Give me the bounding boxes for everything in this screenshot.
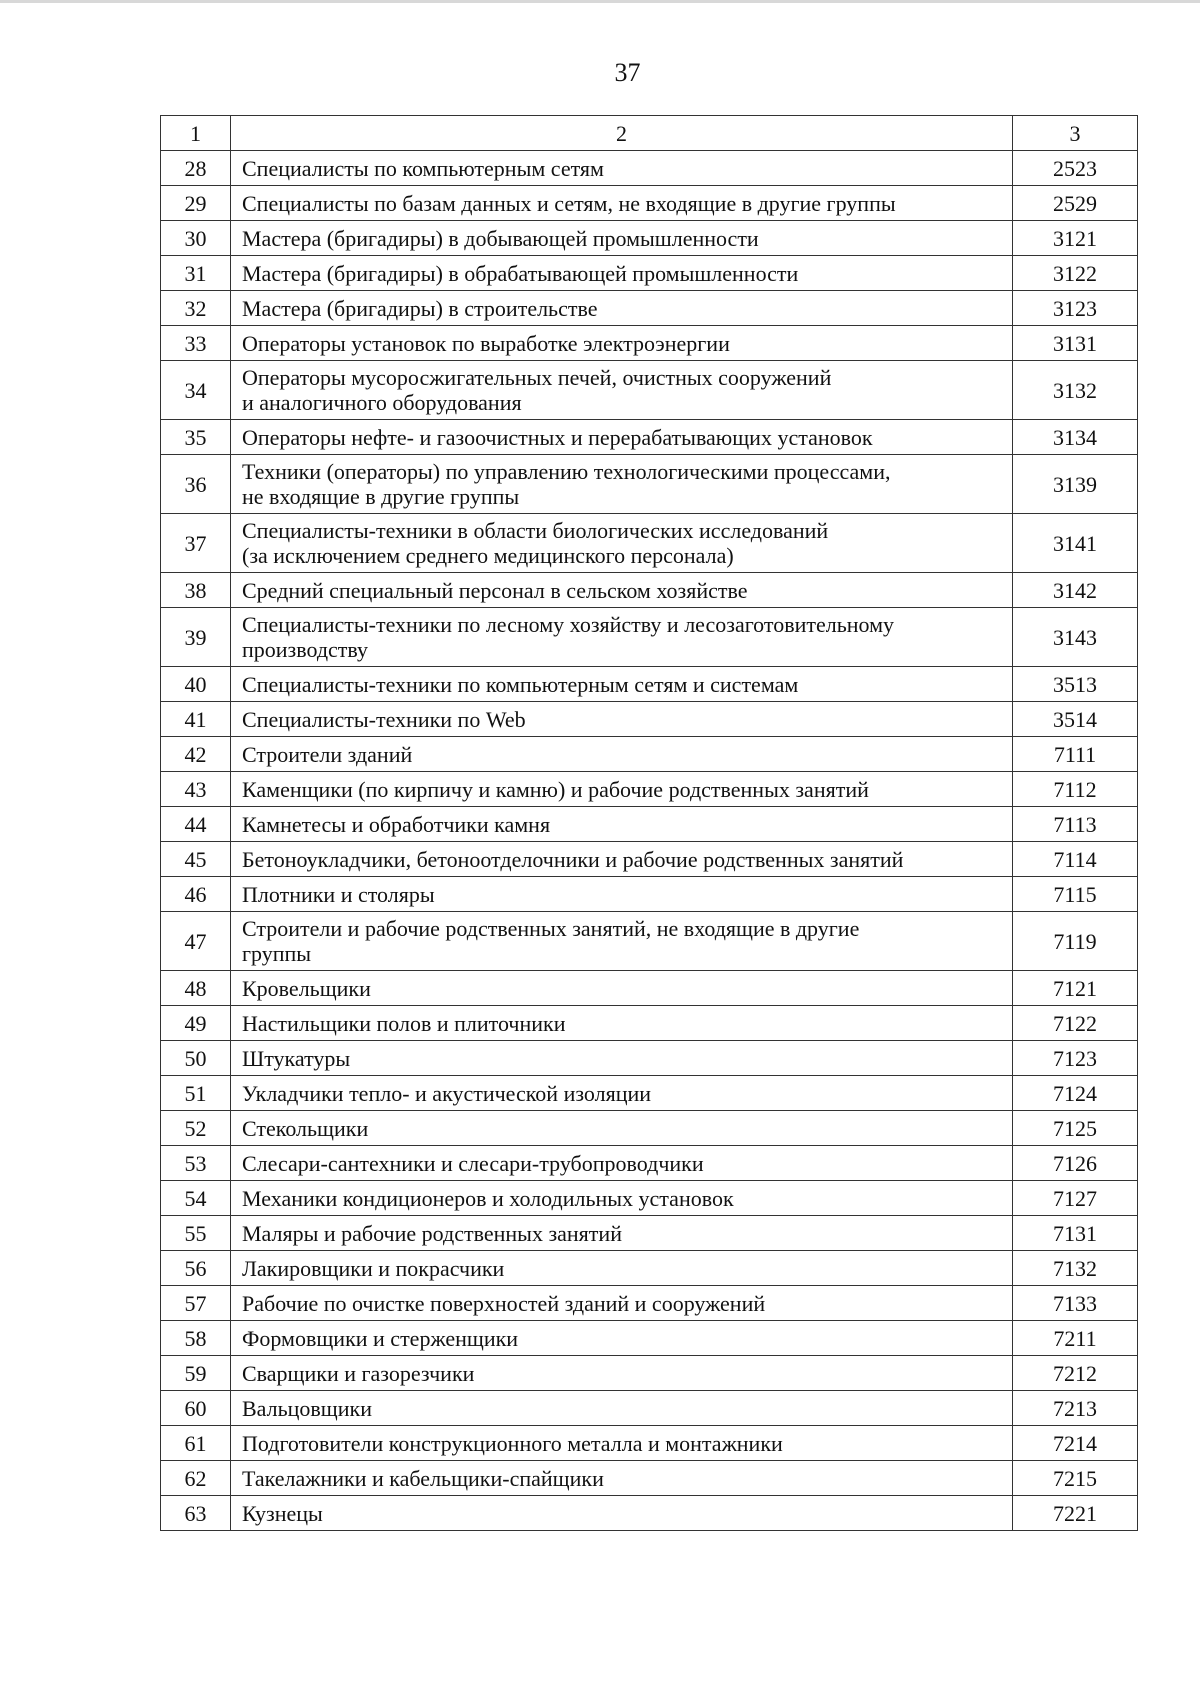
row-number: 31 <box>161 256 231 291</box>
occupation-name-line: Строители и рабочие родственных занятий, не входящие в другие <box>242 916 860 941</box>
row-number: 53 <box>161 1146 231 1181</box>
occupation-name <box>231 1426 1013 1461</box>
occupation-code: 7213 <box>1013 1391 1138 1426</box>
occupation-name-line: Штукатуры <box>242 1045 351 1071</box>
table-row <box>161 807 1138 842</box>
row-number: 52 <box>161 1111 231 1146</box>
row-number: 35 <box>161 420 231 455</box>
row-number: 45 <box>161 842 231 877</box>
table-row <box>161 1391 1138 1426</box>
occupation-code: 7132 <box>1013 1251 1138 1286</box>
table-body <box>161 116 1138 1531</box>
occupation-code: 7221 <box>1013 1496 1138 1531</box>
occupation-name-line: Такелажники и кабельщики-спайщики <box>242 1465 604 1491</box>
occupation-name-line: Операторы установок по выработке электроэнергии <box>242 330 730 356</box>
occupation-name <box>231 256 1013 291</box>
table-row <box>161 221 1138 256</box>
table-row <box>161 291 1138 326</box>
occupation-name <box>231 1111 1013 1146</box>
table-row <box>161 912 1138 971</box>
table-header-row <box>161 116 1138 151</box>
occupation-name-line: Строители зданий <box>242 741 413 767</box>
table-row <box>161 1146 1138 1181</box>
occupation-name-line: не входящие в другие группы <box>242 484 520 509</box>
occupation-name <box>231 455 1013 514</box>
table-row <box>161 361 1138 420</box>
occupation-name-line: Вальцовщики <box>242 1395 372 1421</box>
table-row <box>161 1496 1138 1531</box>
row-number: 34 <box>161 361 231 420</box>
occupation-code: 7119 <box>1013 912 1138 971</box>
occupation-name-line: Средний специальный персонал в сельском хозяйстве <box>242 577 748 603</box>
row-number: 42 <box>161 737 231 772</box>
table-row <box>161 1111 1138 1146</box>
table-row <box>161 702 1138 737</box>
occupation-name <box>231 326 1013 361</box>
table-row <box>161 877 1138 912</box>
occupation-name-line: Укладчики тепло- и акустической изоляции <box>242 1080 652 1106</box>
occupation-name <box>231 1181 1013 1216</box>
occupation-name <box>231 186 1013 221</box>
occupation-name <box>231 702 1013 737</box>
table-row <box>161 1426 1138 1461</box>
occupation-code: 3123 <box>1013 291 1138 326</box>
table-row <box>161 1251 1138 1286</box>
table-row <box>161 256 1138 291</box>
occupation-code: 7126 <box>1013 1146 1138 1181</box>
occupation-name <box>231 1356 1013 1391</box>
row-number: 28 <box>161 151 231 186</box>
row-number: 36 <box>161 455 231 514</box>
table-row <box>161 772 1138 807</box>
occupation-name-line: группы <box>242 941 312 966</box>
table-row <box>161 737 1138 772</box>
row-number: 46 <box>161 877 231 912</box>
table-row <box>161 326 1138 361</box>
header-cell-3: 3 <box>1013 116 1138 151</box>
row-number: 44 <box>161 807 231 842</box>
occupation-name-line: Специалисты-техники в области биологических исследований <box>242 518 829 543</box>
occupation-name <box>231 221 1013 256</box>
scan-edge <box>0 0 1200 3</box>
occupation-name-line: Специалисты-техники по лесному хозяйству и лесозаготовительному <box>242 612 895 637</box>
occupation-name <box>231 1216 1013 1251</box>
occupation-name <box>231 912 1013 971</box>
table-row <box>161 514 1138 573</box>
occupation-name <box>231 667 1013 702</box>
occupation-name-line: Техники (операторы) по управлению технологическими процессами, <box>242 459 891 484</box>
occupation-code: 7211 <box>1013 1321 1138 1356</box>
occupation-code: 7215 <box>1013 1461 1138 1496</box>
row-number: 58 <box>161 1321 231 1356</box>
table-row <box>161 573 1138 608</box>
occupation-name <box>231 291 1013 326</box>
row-number: 37 <box>161 514 231 573</box>
occupation-code: 7212 <box>1013 1356 1138 1391</box>
occupation-code: 7111 <box>1013 737 1138 772</box>
occupation-name <box>231 971 1013 1006</box>
table-row <box>161 455 1138 514</box>
row-number: 41 <box>161 702 231 737</box>
occupation-name <box>231 1461 1013 1496</box>
occupation-name <box>231 877 1013 912</box>
row-number: 56 <box>161 1251 231 1286</box>
occupation-code: 7214 <box>1013 1426 1138 1461</box>
table-row <box>161 186 1138 221</box>
row-number: 51 <box>161 1076 231 1111</box>
row-number: 38 <box>161 573 231 608</box>
occupation-name <box>231 151 1013 186</box>
row-number: 50 <box>161 1041 231 1076</box>
occupation-name-line: Операторы нефте- и газоочистных и перерабатывающих установок <box>242 424 873 450</box>
row-number: 63 <box>161 1496 231 1531</box>
occupation-code: 7121 <box>1013 971 1138 1006</box>
occupation-name-line: Бетоноукладчики, бетоноотделочники и рабочие родственных занятий <box>242 846 904 872</box>
occupation-code: 7112 <box>1013 772 1138 807</box>
occupation-name <box>231 1391 1013 1426</box>
occupation-code: 2523 <box>1013 151 1138 186</box>
row-number: 33 <box>161 326 231 361</box>
row-number: 57 <box>161 1286 231 1321</box>
row-number: 54 <box>161 1181 231 1216</box>
table-row <box>161 1356 1138 1391</box>
occupation-name-line: Кузнецы <box>242 1500 323 1526</box>
occupation-name <box>231 842 1013 877</box>
row-number: 40 <box>161 667 231 702</box>
occupation-code: 7127 <box>1013 1181 1138 1216</box>
occupation-name-line: Формовщики и стерженщики <box>242 1325 519 1351</box>
occupation-name-line: Камнетесы и обработчики камня <box>242 811 551 837</box>
row-number: 29 <box>161 186 231 221</box>
table-row <box>161 1041 1138 1076</box>
table-row <box>161 971 1138 1006</box>
occupation-name-line: Мастера (бригадиры) в добывающей промышленности <box>242 225 759 251</box>
table-row <box>161 151 1138 186</box>
row-number: 61 <box>161 1426 231 1461</box>
row-number: 30 <box>161 221 231 256</box>
header-cell-1: 1 <box>161 116 231 151</box>
occupation-name-line: Мастера (бригадиры) в обрабатывающей промышленности <box>242 260 799 286</box>
row-number: 49 <box>161 1006 231 1041</box>
occupation-name-line: Настильщики полов и плиточники <box>242 1010 566 1036</box>
occupation-name <box>231 1146 1013 1181</box>
row-number: 39 <box>161 608 231 667</box>
occupation-code: 3141 <box>1013 514 1138 573</box>
occupation-name <box>231 361 1013 420</box>
occupation-code: 7113 <box>1013 807 1138 842</box>
occupation-name <box>231 420 1013 455</box>
occupation-name-line: Плотники и столяры <box>242 881 435 907</box>
row-number: 32 <box>161 291 231 326</box>
occupation-name-line: Специалисты по компьютерным сетям <box>242 155 604 181</box>
occupation-code: 3514 <box>1013 702 1138 737</box>
row-number: 59 <box>161 1356 231 1391</box>
header-cell-2: 2 <box>231 116 1013 151</box>
occupation-name-line: производству <box>242 637 369 662</box>
occupation-code: 7133 <box>1013 1286 1138 1321</box>
occupation-code: 7131 <box>1013 1216 1138 1251</box>
table-row <box>161 842 1138 877</box>
occupation-code: 7114 <box>1013 842 1138 877</box>
occupation-name-line: Кровельщики <box>242 975 371 1001</box>
occupation-name <box>231 1041 1013 1076</box>
occupation-name <box>231 772 1013 807</box>
occupation-name <box>231 1496 1013 1531</box>
occupation-code: 3121 <box>1013 221 1138 256</box>
occupation-code: 7123 <box>1013 1041 1138 1076</box>
occupation-name <box>231 514 1013 573</box>
occupation-name-line: Стекольщики <box>242 1115 369 1141</box>
row-number: 47 <box>161 912 231 971</box>
occupation-name-line: Подготовители конструкционного металла и монтажники <box>242 1430 783 1456</box>
occupation-code: 3513 <box>1013 667 1138 702</box>
occupation-code: 7124 <box>1013 1076 1138 1111</box>
table-row <box>161 1076 1138 1111</box>
row-number: 48 <box>161 971 231 1006</box>
table-row <box>161 608 1138 667</box>
occupation-code: 3132 <box>1013 361 1138 420</box>
table-row <box>161 1461 1138 1496</box>
table-row <box>161 1216 1138 1251</box>
table-row <box>161 1321 1138 1356</box>
table-row <box>161 1181 1138 1216</box>
occupation-name <box>231 1321 1013 1356</box>
occupation-code: 3142 <box>1013 573 1138 608</box>
occupation-name-line: Мастера (бригадиры) в строительстве <box>242 295 598 321</box>
occupation-name-line: Специалисты-техники по Web <box>242 706 526 732</box>
occupation-code: 3134 <box>1013 420 1138 455</box>
occupation-code: 7122 <box>1013 1006 1138 1041</box>
occupation-table <box>160 115 1138 1531</box>
row-number: 55 <box>161 1216 231 1251</box>
occupation-name-line: и аналогичного оборудования <box>242 390 522 415</box>
occupation-name-line: Лакировщики и покрасчики <box>242 1255 505 1281</box>
occupation-name-line: Рабочие по очистке поверхностей зданий и сооружений <box>242 1290 766 1316</box>
occupation-name <box>231 573 1013 608</box>
occupation-name-line: Каменщики (по кирпичу и камню) и рабочие родственных занятий <box>242 776 869 802</box>
row-number: 60 <box>161 1391 231 1426</box>
occupation-code: 2529 <box>1013 186 1138 221</box>
page-number: 37 <box>614 58 641 87</box>
table-row <box>161 667 1138 702</box>
occupation-code: 3131 <box>1013 326 1138 361</box>
occupation-name-line: Сварщики и газорезчики <box>242 1360 475 1386</box>
occupation-code: 7125 <box>1013 1111 1138 1146</box>
row-number: 62 <box>161 1461 231 1496</box>
occupation-name-line: (за исключением среднего медицинского персонала) <box>242 543 734 568</box>
occupation-name <box>231 1076 1013 1111</box>
row-number: 43 <box>161 772 231 807</box>
occupation-code: 7115 <box>1013 877 1138 912</box>
occupation-name-line: Маляры и рабочие родственных занятий <box>242 1220 622 1246</box>
occupation-name-line: Специалисты по базам данных и сетям, не входящие в другие группы <box>242 190 896 216</box>
occupation-name <box>231 608 1013 667</box>
table-row <box>161 1006 1138 1041</box>
table-row <box>161 420 1138 455</box>
occupation-name <box>231 1286 1013 1321</box>
occupation-name-line: Специалисты-техники по компьютерным сетям и системам <box>242 671 799 697</box>
occupation-code: 3122 <box>1013 256 1138 291</box>
occupation-name-line: Слесари-сантехники и слесари-трубопроводчики <box>242 1150 704 1176</box>
occupation-name-line: Механики кондиционеров и холодильных установок <box>242 1185 734 1211</box>
occupation-name <box>231 737 1013 772</box>
occupation-code: 3143 <box>1013 608 1138 667</box>
occupation-name <box>231 1006 1013 1041</box>
occupation-name <box>231 1251 1013 1286</box>
table-row <box>161 1286 1138 1321</box>
occupation-name <box>231 807 1013 842</box>
occupation-code: 3139 <box>1013 455 1138 514</box>
occupation-name-line: Операторы мусоросжигательных печей, очистных сооружений <box>242 365 832 390</box>
